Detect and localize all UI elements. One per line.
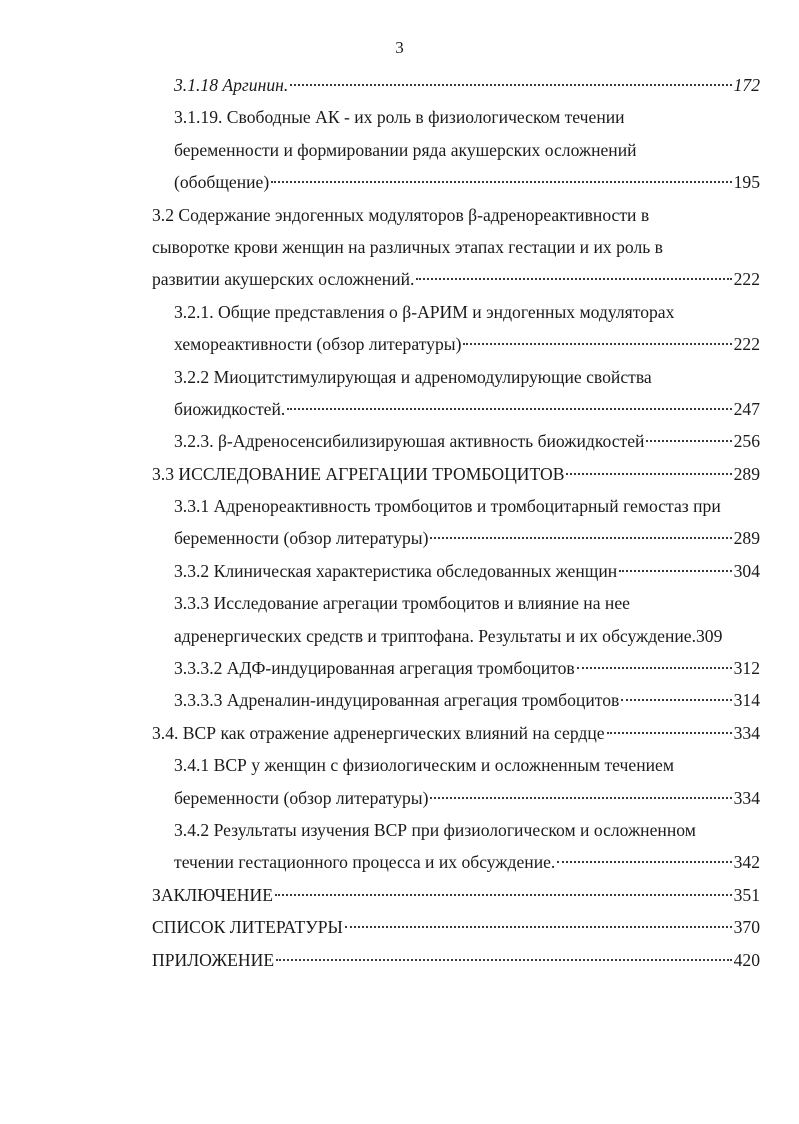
toc-entry-page: 314 [733, 690, 760, 711]
toc-entry-title: 3.3.3.2 АДФ-индуцированная агрегация тромбоцитов [174, 658, 575, 679]
dot-leader [430, 779, 731, 799]
toc-entry-3-3-3-line1 [152, 587, 760, 619]
dot-leader [566, 455, 731, 475]
toc-entry-title-cont: биожидкостей. [174, 398, 286, 419]
toc-entry-3-1-18 [152, 69, 760, 101]
toc-entry-3-2-1-line1 [152, 296, 760, 328]
toc-entry-3-1-19-line2 [152, 134, 760, 166]
toc-entry-title: 3.4.2 Результаты изучения ВСР при физиологическом и осложненном [174, 819, 696, 840]
toc-entry-references [152, 911, 760, 943]
toc-entry-3-2-2-line2 [152, 393, 760, 425]
dot-leader [577, 649, 732, 669]
toc-entry-title-cont: (обобщение) [174, 172, 270, 193]
toc-entry-3-3-3-line2 [152, 620, 760, 652]
dot-leader [463, 325, 731, 345]
toc-entry-3-1-19-line3 [152, 166, 760, 198]
toc-entry-title: ПРИЛОЖЕНИЕ [152, 949, 275, 970]
toc-entry-page: 351 [733, 884, 760, 905]
dot-leader [607, 714, 732, 734]
toc-entry-3-4-2-line1 [152, 814, 760, 846]
dot-leader [416, 260, 731, 280]
toc-entry-title: 3.3.3 Исследование агрегации тромбоцитов и влияние на нее [174, 593, 630, 614]
toc-entry-title-cont: беременности (обзор литературы) [174, 528, 429, 549]
toc-entry-3-3-3-2 [152, 652, 760, 684]
toc-entry-page: 289 [733, 463, 760, 484]
toc-entry-page: 342 [733, 852, 760, 873]
toc-entry-title: 3.2.2 Миоцитстимулирующая и адреномодулирующие свойства [174, 366, 652, 387]
toc-entry-3-3-1-line1 [152, 490, 760, 522]
toc-entry-title-cont: хемореактивности (обзор литературы) [174, 334, 462, 355]
toc-entry-page: 289 [733, 528, 760, 549]
toc-entry-page: 312 [733, 658, 760, 679]
toc-entry-title-cont: беременности и формировании ряда акушерских осложнений [174, 139, 637, 160]
toc-entry-title: 3.4.1 ВСР у женщин с физиологическим и осложненным течением [174, 755, 674, 776]
toc-entry-3-1-19-line1 [152, 101, 760, 133]
toc-entry-page: 222 [733, 334, 760, 355]
toc-entry-title: 3.2.1. Общие представления о β-АРИМ и эндогенных модуляторах [174, 301, 675, 322]
toc-entry-3-4 [152, 717, 760, 749]
toc-entry-title: 3.4. ВСР как отражение адренергических влияний на сердце [152, 722, 605, 743]
toc-entry-3-3-3-3 [152, 684, 760, 716]
table-of-contents [152, 69, 760, 976]
toc-entry-3-3-2 [152, 555, 760, 587]
toc-entry-page: 304 [733, 560, 760, 581]
toc-entry-page: 334 [733, 787, 760, 808]
toc-entry-title: 3.1.18 Аргинин. [174, 75, 289, 95]
page-number: 3 [395, 38, 404, 57]
dot-leader [287, 390, 731, 410]
toc-entry-3-4-2-line2 [152, 846, 760, 878]
toc-entry-title-cont: беременности (обзор литературы) [174, 787, 429, 808]
toc-entry-title-cont: развитии акушерских осложнений. [152, 269, 415, 290]
toc-entry-page: 370 [733, 917, 760, 938]
dot-leader [619, 552, 731, 572]
toc-entry-title-cont: течении гестационного процесса и их обсуждение. [174, 852, 556, 873]
toc-entry-page: 256 [733, 431, 760, 452]
toc-entry-page: 195 [733, 172, 760, 193]
toc-entry-title: ЗАКЛЮЧЕНИЕ [152, 884, 273, 905]
toc-entry-3-4-1-line2 [152, 782, 760, 814]
toc-entry-page: 247 [733, 398, 760, 419]
toc-entry-page: 222 [733, 269, 760, 290]
toc-entry-3-3-1-line2 [152, 522, 760, 554]
toc-entry-title: 3.3.3.3 Адреналин-индуцированная агрегация тромбоцитов [174, 690, 620, 711]
dot-leader [345, 908, 732, 928]
toc-entry-3-2-line1 [152, 199, 760, 231]
toc-entry-page: 172 [733, 75, 760, 95]
toc-entry-title: 3.2.3. β-Адреносенсибилизируюшая активность биожидкостей [174, 431, 645, 452]
dot-leader [276, 941, 732, 961]
dot-leader [271, 163, 731, 183]
toc-entry-conclusion [152, 879, 760, 911]
toc-entry-title: 3.2 Содержание эндогенных модуляторов β-адренореактивности в [152, 204, 650, 225]
toc-entry-title: СПИСОК ЛИТЕРАТУРЫ [152, 917, 343, 938]
dot-leader [290, 66, 731, 86]
toc-entry-page: 334 [733, 722, 760, 743]
toc-entry-page: 309 [696, 625, 723, 646]
toc-entry-3-2-line2 [152, 231, 760, 263]
toc-entry-title: 3.3.1 Адренореактивность тромбоцитов и тромбоцитарный гемостаз при [174, 496, 721, 517]
toc-entry-title-cont: сыворотке крови женщин на различных этапах гестации и их роль в [152, 236, 663, 257]
dot-leader [646, 422, 731, 442]
dot-leader [621, 681, 731, 701]
toc-entry-3-2-3 [152, 425, 760, 457]
toc-entry-3-3 [152, 458, 760, 490]
dot-leader [275, 876, 732, 896]
toc-entry-page: 420 [733, 949, 760, 970]
dot-leader [557, 843, 731, 863]
toc-entry-3-4-1-line1 [152, 749, 760, 781]
toc-entry-title: 3.1.19. Свободные АК - их роль в физиологическом течении [174, 107, 625, 128]
toc-entry-3-2-1-line2 [152, 328, 760, 360]
toc-entry-title: 3.3 ИССЛЕДОВАНИЕ АГРЕГАЦИИ ТРОМБОЦИТОВ [152, 463, 565, 484]
toc-entry-title: 3.3.2 Клиническая характеристика обследованных женщин [174, 560, 618, 581]
toc-entry-appendix [152, 944, 760, 976]
dot-leader [430, 519, 731, 539]
toc-entry-title-cont: адренергических средств и триптофана. Результаты и их обсуждение. [174, 625, 696, 646]
toc-entry-3-2-2-line1 [152, 361, 760, 393]
toc-entry-3-2-line3 [152, 263, 760, 295]
